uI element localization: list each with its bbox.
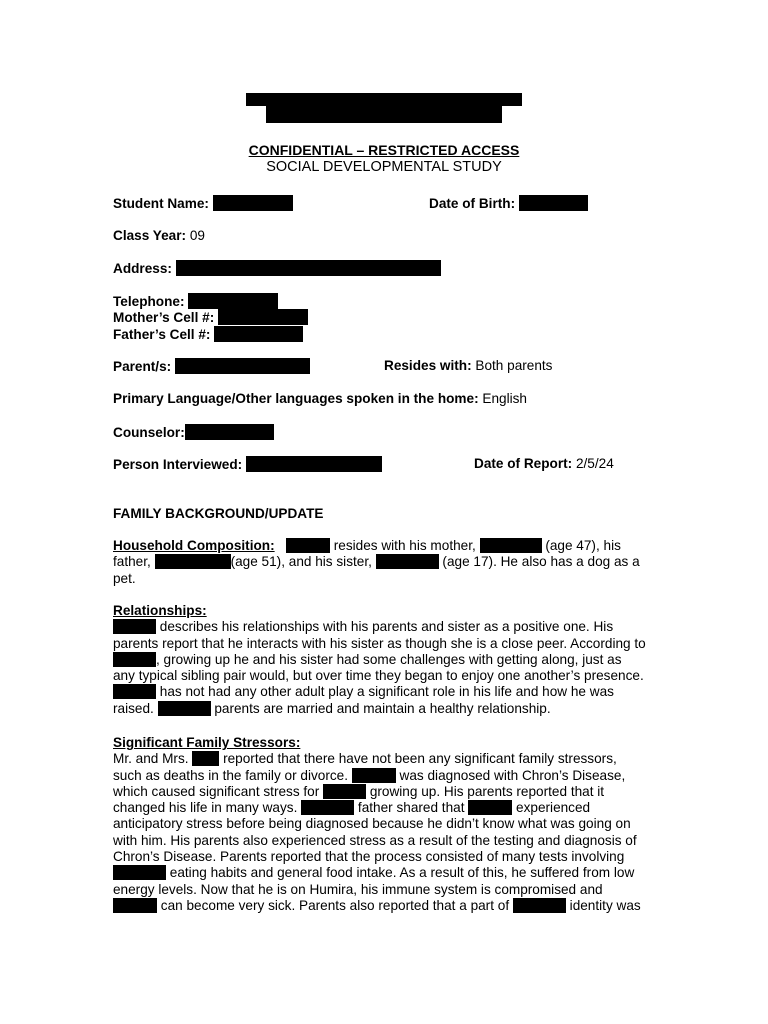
class-year-label: Class Year:	[113, 228, 187, 243]
stressors-redaction-1	[192, 751, 219, 766]
counselor-label: Counselor:	[113, 425, 185, 440]
stressors-line-4c: experienced	[512, 800, 591, 816]
relationships-line-6b: parents are married and maintain a healthy relationship.	[210, 700, 551, 716]
stressors-redaction-5	[468, 800, 512, 815]
household-text-5: (age 17). He also has a dog as a	[438, 554, 640, 570]
household-redaction-3	[155, 554, 231, 569]
relationships-redaction-3	[113, 684, 156, 699]
counselor-redaction	[185, 424, 274, 440]
relationships-redaction-1	[113, 619, 156, 634]
class-year-row	[113, 228, 205, 243]
address-row	[113, 260, 441, 276]
stressors-redaction-8	[513, 898, 566, 913]
relationships-line-5: has not had any other adult play a significant role in his life and how he was	[156, 684, 614, 700]
household-redaction-2	[480, 538, 542, 553]
relationships-line-6a: raised.	[113, 700, 158, 716]
stressors-redaction-4	[301, 800, 354, 815]
language-value: English	[478, 391, 527, 406]
stressors-line-4b: father shared that	[354, 800, 469, 816]
dob-row	[429, 195, 588, 211]
stressors-heading: Significant Family Stressors:	[113, 735, 301, 750]
address-label: Address:	[113, 261, 172, 276]
household-text-2: (age 47), his	[541, 538, 621, 553]
stressors-redaction-2	[352, 768, 396, 783]
resides-row	[384, 358, 552, 373]
language-label: Primary Language/Other languages spoken in the home:	[113, 391, 479, 406]
household-redaction-1	[286, 538, 330, 553]
dob-label: Date of Birth:	[429, 196, 516, 211]
relationships-heading: Relationships:	[113, 603, 207, 618]
resides-value: Both parents	[471, 358, 553, 373]
date-of-report-row	[474, 456, 614, 471]
telephone-label: Telephone:	[113, 294, 185, 309]
person-interviewed-redaction	[246, 456, 382, 472]
student-name-redaction	[213, 195, 293, 211]
stressors-line-7: Chron’s Disease. Parents reported that the process consisted of many tests involving	[113, 849, 625, 865]
dob-redaction	[519, 195, 588, 211]
mother-cell-row	[113, 309, 308, 325]
stressors-line-9: energy levels. Now that he is on Humira, his immune system is compromised and	[113, 881, 603, 897]
header-redaction-1	[246, 93, 522, 106]
stressors-line-2a: such as deaths in the family or divorce.	[113, 767, 352, 783]
household-text-4: (age 51), and his sister,	[230, 554, 376, 570]
relationships-line-4: any typical sibling pair would, but over time they began to enjoy one another’s presence.	[113, 668, 644, 684]
family-background-heading: FAMILY BACKGROUND/UPDATE	[113, 506, 324, 521]
study-title: SOCIAL DEVELOPMENTAL STUDY	[266, 159, 502, 175]
household-text-6: pet.	[113, 570, 136, 586]
language-row	[113, 391, 527, 406]
stressors-line-10b: identity was	[565, 897, 641, 913]
stressors-line-3a: which caused significant stress for	[113, 783, 324, 799]
parents-redaction	[175, 358, 310, 374]
telephone-redaction	[188, 293, 278, 309]
household-redaction-4	[376, 554, 439, 569]
address-redaction	[176, 260, 441, 276]
stressors-line-6: with him. His parents also experienced stress as a result of the testing and diagnosis of	[113, 832, 637, 848]
household-heading: Household Composition:	[113, 538, 275, 553]
relationships-line-1: describes his relationships with his parents and sister as a positive one. His	[156, 619, 614, 635]
student-name-label: Student Name:	[113, 196, 209, 211]
household-text-3: father,	[113, 554, 155, 570]
mother-cell-redaction	[218, 309, 308, 325]
household-paragraph	[113, 538, 658, 587]
stressors-line-1b: reported that there have not been any significant family stressors,	[219, 751, 617, 767]
stressors-line-8: eating habits and general food intake. As a result of this, he suffered from low	[166, 865, 635, 881]
date-of-report-label: Date of Report:	[474, 456, 573, 471]
resides-label: Resides with:	[384, 358, 472, 373]
stressors-line-1a: Mr. and Mrs.	[113, 751, 193, 767]
relationships-redaction-2	[113, 652, 156, 667]
father-cell-redaction	[214, 326, 303, 342]
stressors-redaction-6	[113, 865, 166, 880]
student-name-row	[113, 195, 293, 211]
stressors-line-3b: growing up. His parents reported that it	[366, 783, 605, 799]
household-text-1: resides with his mother,	[329, 538, 480, 553]
mother-cell-label: Mother’s Cell #:	[113, 310, 215, 325]
stressors-paragraph	[113, 735, 658, 914]
relationships-line-3: , growing up he and his sister had some challenges with getting along, just as	[156, 651, 622, 667]
parents-label: Parent/s:	[113, 359, 172, 374]
header-redaction-2	[266, 106, 502, 123]
person-interviewed-label: Person Interviewed:	[113, 457, 243, 472]
confidential-title: CONFIDENTIAL – RESTRICTED ACCESS	[248, 142, 520, 158]
telephone-row	[113, 293, 278, 309]
stressors-redaction-7	[113, 898, 157, 913]
stressors-line-5: anticipatory stress before being diagnosed because he didn’t know what was going on	[113, 816, 631, 832]
stressors-line-4a: changed his life in many ways.	[113, 800, 302, 816]
father-cell-label: Father’s Cell #:	[113, 327, 211, 342]
class-year-value: 09	[186, 228, 205, 243]
stressors-line-10a: can become very sick. Parents also reported that a part of	[157, 897, 513, 913]
stressors-line-2b: was diagnosed with Chron’s Disease,	[395, 767, 626, 783]
father-cell-row	[113, 326, 303, 342]
relationships-line-2: parents report that he interacts with his sister as though she is a close peer. According to	[113, 635, 646, 651]
parents-row	[113, 358, 310, 374]
relationships-paragraph	[113, 603, 658, 717]
date-of-report-value: 2/5/24	[572, 456, 614, 471]
counselor-row	[113, 424, 274, 440]
person-interviewed-row	[113, 456, 382, 472]
relationships-redaction-4	[158, 701, 211, 716]
stressors-redaction-3	[323, 784, 366, 799]
